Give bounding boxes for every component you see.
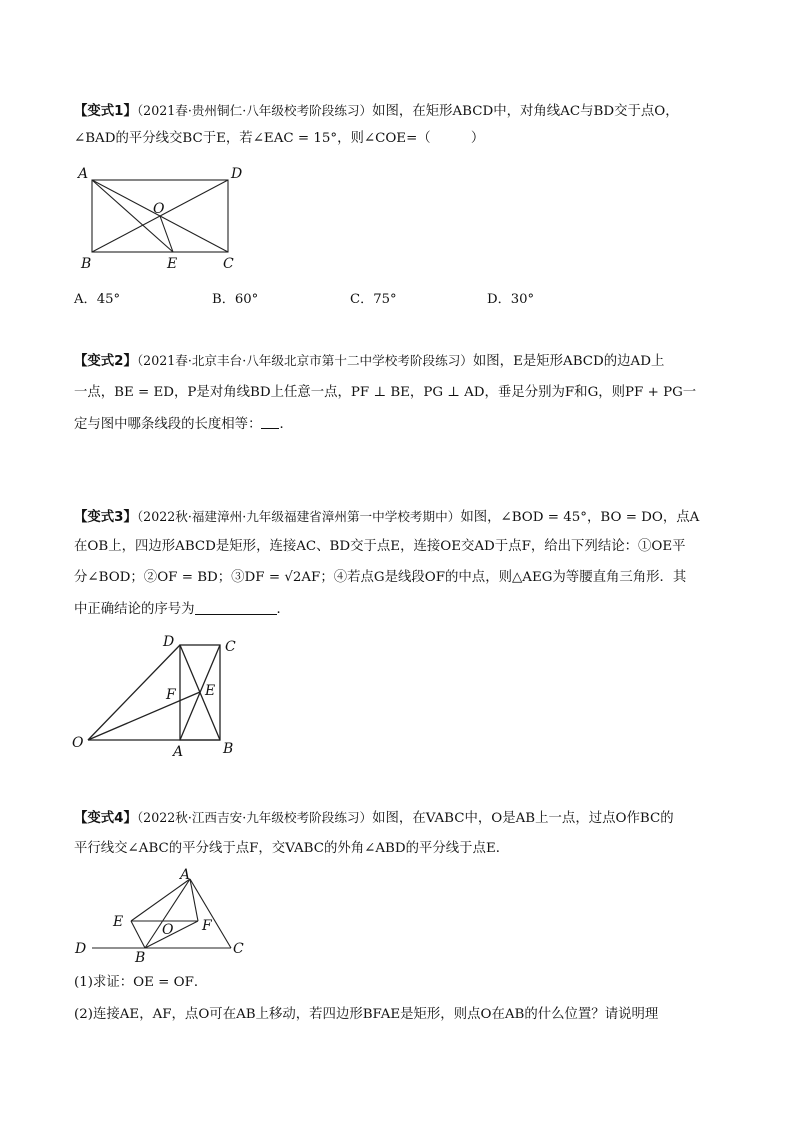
q2-text-line2: 一点，BE = ED，P是对角线BD上任意一点，PF ⊥ BE，PG ⊥ AD，垂足分别为F和G，则PF + PG一 (74, 385, 697, 400)
q3-text-line2: 在OB上，四边形ABCD是矩形，连接AC、BD交于点E，连接OE交AD于点F，给出下列结论：①OE平 (74, 539, 686, 554)
q4-segment-ae (131, 879, 190, 921)
q3-text-line3: 分∠BOD；②OF = BD；③DF = √2AF；④若点G是线段OF的中点，则△AEG为等腰直角三角形．其 (74, 570, 687, 585)
q1-label-c: C (223, 256, 234, 272)
q3-label-c: C (225, 639, 236, 655)
q3-label-d: D (163, 634, 175, 650)
q2-source: （2021春·北京丰台·八年级北京市第十二中学校考阶段练习） (136, 353, 473, 368)
q2-text-line1: 如图，E是矩形ABCD的边AD上 (472, 354, 665, 369)
q1-text-line1: 如图，在矩形ABCD中，对角线AC与BD交于点O， (372, 104, 679, 119)
q3-text-line1: 如图，∠BOD = 45°，BO = DO，点A (460, 510, 700, 525)
q4-label-c: C (233, 941, 244, 957)
q4-source: （2022秋·江西吉安·九年级校考阶段练习） (136, 810, 373, 825)
q3-label-f: F (166, 687, 176, 703)
q1-tag: 【变式1】 (74, 104, 137, 119)
q4-label-d: D (75, 941, 87, 957)
q1-label-b: B (81, 256, 92, 272)
q1-source: （2021春·贵州铜仁·八年级校考阶段练习） (136, 103, 373, 118)
q1-label-d: D (231, 166, 243, 182)
q1-option-d: D．30° (487, 292, 535, 307)
q4-segment-be (131, 921, 145, 948)
q3-line4-end: ． (276, 602, 290, 617)
q1-option-c: C．75° (350, 292, 397, 307)
q4-text-line2: 平行线交∠ABC的平分线于点F，交VABC的外角∠ABD的平分线于点E． (74, 841, 510, 856)
q4-label-f: F (202, 918, 212, 934)
q4-sub1 (74, 973, 207, 993)
q2-line3-end: ． (279, 417, 293, 432)
q1-label-e: E (167, 256, 178, 272)
q3-source: （2022秋·福建漳州·九年级福建省漳州第一中学校考期中） (136, 509, 461, 524)
q1-option-b: B．60° (212, 292, 259, 307)
q3-tag: 【变式3】 (74, 510, 137, 525)
q4-text-line1: 如图，在VABC中，O是AB上一点，过点O作BC的 (372, 811, 674, 826)
q4-tag: 【变式4】 (74, 811, 137, 826)
q4-label-b: B (135, 950, 146, 966)
q4-sub2 (74, 1005, 658, 1025)
q1-label-o: O (153, 201, 165, 217)
q1-text-line2: ∠BAD的平分线交BC于E，若∠EAC = 15°，则∠COE=（ ） (74, 131, 485, 146)
q1-label-a: A (78, 166, 89, 182)
q4-label-a: A (180, 867, 191, 883)
q3-label-e: E (205, 683, 216, 699)
q3-label-a: A (173, 744, 184, 760)
q3-label-o: O (72, 735, 84, 751)
q3-text-line4: 中正确结论的序号为 (74, 602, 195, 617)
q4-label-e: E (113, 914, 124, 930)
q3-label-b: B (223, 741, 234, 757)
q2-text-line3: 定与图中哪条线段的长度相等： (74, 417, 262, 432)
q1-option-a: A．45° (74, 292, 121, 307)
q2-tag: 【变式2】 (74, 354, 137, 369)
q4-sub2-text: (2)连接AE，AF，点O可在AB上移动，若四边形BFAE是矩形，则点O在AB的什么位置？请说明理 (74, 1007, 659, 1022)
q4-sub1-text: (1)求证：OE = OF． (74, 975, 208, 990)
q4-label-o: O (162, 922, 174, 938)
